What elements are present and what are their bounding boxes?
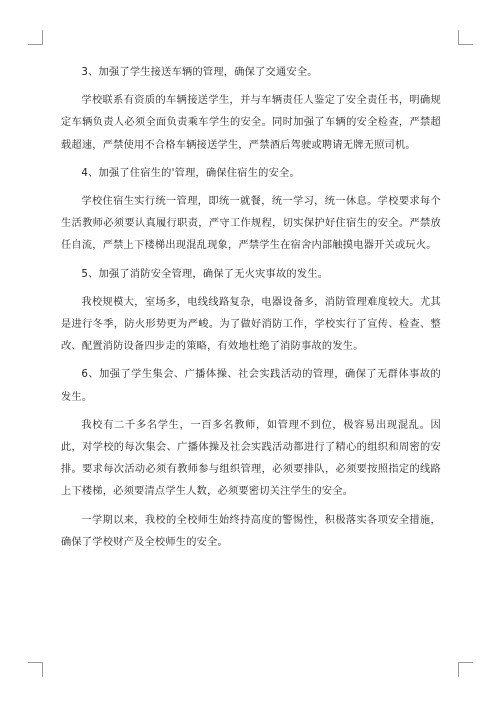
- crop-mark-top-right: [458, 30, 473, 45]
- paragraph-dormitory: 学校住宿生实行统一管理，即统一就餐，统一学习，统一休息。学校要求每个生活教师必须要认真履行职责，严守工作规程，切实保护好住宿生的安全。严禁放任自流，严禁上下楼梯出现混乱现象，严禁学生在宿舍内部触摸电器开关或玩火。: [61, 196, 441, 252]
- heading-assembly: 6、加强了学生集会、广播体操、社会实践活动的管理，确保了无群体事故的发生。: [61, 369, 441, 403]
- heading-transport: 3、加强了学生接送车辆的管理，确保了交通安全。: [81, 67, 318, 78]
- heading-dormitory: 4、加强了住宿生的'管理，确保住宿生的安全。: [81, 167, 300, 179]
- heading-fire-safety: 5、加强了消防安全管理，确保了无火灾事故的发生。: [81, 268, 329, 280]
- crop-mark-bottom-left: [28, 662, 43, 677]
- paragraph-conclusion: 一学期以来，我校的全校师生始终持高度的警惕性，积极落实各项安全措施，确保了学校财产及全校师生的安全。: [61, 514, 441, 548]
- document-body: [61, 62, 441, 560]
- crop-mark-top-left: [28, 30, 43, 45]
- crop-mark-bottom-right: [458, 662, 473, 677]
- paragraph-fire-safety: 我校规模大，室场多，电线线路复杂，电器设备多，消防管理难度较大。尤其是进行冬季，防火形势更为严峻。为了做好消防工作，学校实行了宣传、检查、整改、配置消防设备四步走的策略，有效地杜绝了消防事故的发生。: [61, 296, 441, 353]
- paragraph-transport: 学校联系有资质的车辆接送学生，并与车辆责任人鉴定了安全责任书，明确规定车辆负责人必须全面负责乘车学生的安全。同时加强了车辆的安全检查，严禁超载超速，严禁使用不合格车辆接送学生，严禁酒后驾驶或聘请无牌无照司机。: [61, 95, 441, 151]
- paragraph-assembly: 我校有二千多名学生，一百多名教师，如管理不到位，极容易出现混乱。因此，对学校的每次集会、广播体操及社会实践活动都进行了精心的组织和周密的安排。要求每次活动必须有教师参与组织管理，必须要排队，必须要按照指定的线路上下楼梯，必须要清点学生人数，必须要密切关注学生的安全。: [61, 419, 441, 498]
